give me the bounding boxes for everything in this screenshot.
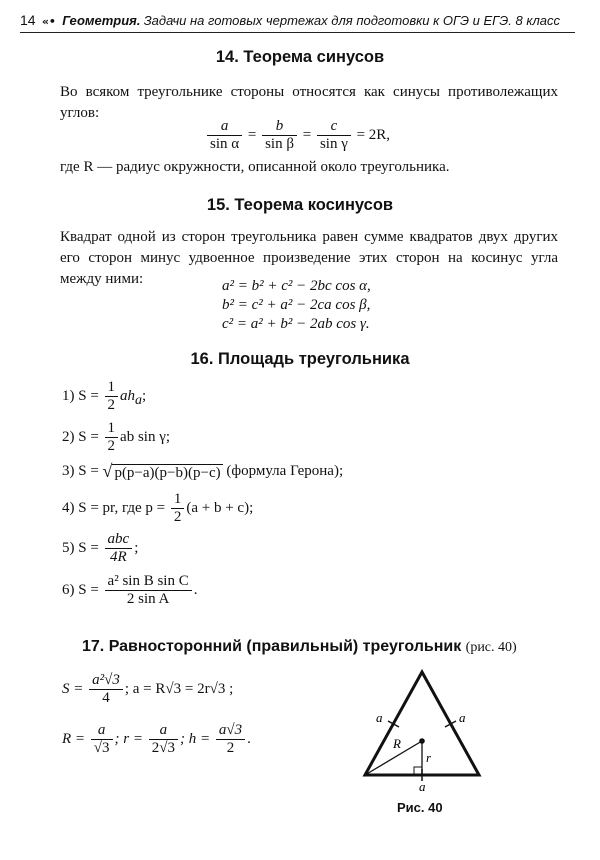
book-title: Геометрия. bbox=[62, 13, 141, 28]
cosine-law-c: c² = a² + b² − 2ab cos γ. bbox=[222, 316, 370, 332]
radicand: p(p−a)(p−b)(p−c) bbox=[114, 465, 221, 481]
frac-den: sin γ bbox=[319, 136, 348, 152]
formula-prefix: 3) S = bbox=[62, 462, 99, 479]
formula-tail: . bbox=[193, 581, 198, 598]
book-subtitle: Задачи на готовых чертежах для подготовки к ОГЭ и ЕГЭ. 8 класс bbox=[143, 13, 561, 28]
frac-num: b bbox=[262, 118, 297, 136]
figure-caption: Рис. 40 bbox=[397, 800, 443, 815]
area-formula-1 bbox=[62, 379, 146, 414]
formula-prefix: R = bbox=[62, 730, 86, 747]
label-circumradius: R bbox=[393, 736, 401, 751]
equilateral-line-2 bbox=[62, 722, 251, 757]
area-formula-3 bbox=[62, 461, 343, 482]
frac-den: 2 sin A bbox=[126, 591, 170, 607]
frac-num: 1 bbox=[171, 491, 185, 509]
area-formula-5 bbox=[62, 531, 138, 566]
sqrt: √ p(p−a)(p−b)(p−c) bbox=[102, 461, 221, 481]
formula-tail: ab sin γ; bbox=[120, 428, 171, 445]
area-formula-6 bbox=[62, 573, 197, 608]
frac-den: 2 bbox=[107, 438, 116, 454]
frac-num: a bbox=[91, 722, 113, 740]
section-15-text: Квадрат одной из сторон треугольника равен сумме квадратов двух других его сторон минус удвоенное произведение этих сторон на косинус угла между ними: bbox=[60, 229, 558, 287]
frac-num: a² sin B sin C bbox=[105, 573, 192, 591]
area-formula-2 bbox=[62, 420, 170, 455]
formula-tail: ; a = R√3 = 2r√3 ; bbox=[124, 680, 234, 697]
cosine-law-a: a² = b² + c² − 2bc cos α, bbox=[222, 278, 371, 294]
frac-den: 2 bbox=[173, 509, 182, 525]
section-17-title bbox=[82, 638, 517, 656]
formula-prefix: 2) S = bbox=[62, 428, 99, 445]
label-side-left: a bbox=[376, 710, 383, 725]
frac-num: a bbox=[207, 118, 242, 136]
label-side-bottom: a bbox=[419, 779, 426, 793]
center-point bbox=[419, 738, 425, 744]
equilateral-triangle-figure bbox=[355, 668, 495, 793]
section-16-title: 16. Площадь треугольника bbox=[190, 350, 410, 368]
formula-end: . bbox=[247, 730, 251, 747]
section-15-title: 15. Теорема косинусов bbox=[206, 196, 394, 214]
frac-num: a bbox=[149, 722, 178, 740]
frac-num: 1 bbox=[105, 420, 119, 438]
frac-num: c bbox=[317, 118, 351, 136]
section-14-text: Во всяком треугольнике стороны относятся как синусы противолежащих углов: bbox=[60, 84, 558, 121]
frac-den: 4 bbox=[102, 690, 110, 706]
frac-num: abc bbox=[105, 531, 133, 549]
running-header bbox=[20, 10, 575, 33]
frac-den: √3 bbox=[93, 740, 110, 756]
equilateral-line-1 bbox=[62, 672, 233, 707]
area-formula-4 bbox=[62, 491, 253, 526]
formula-tail: (a + b + c); bbox=[186, 499, 254, 516]
formula-tail: (формула Герона); bbox=[226, 462, 344, 479]
sine-law-rhs: = 2R, bbox=[356, 126, 391, 143]
section-14-note: где R — радиус окружности, описанной около треугольника. bbox=[60, 159, 450, 175]
frac-den: 2 bbox=[226, 740, 235, 756]
frac-den: 2 bbox=[107, 397, 116, 413]
frac-den: sin α bbox=[210, 136, 240, 152]
formula-tail: ah bbox=[120, 387, 136, 404]
formula-end: ; bbox=[142, 387, 147, 404]
header-mark: «• bbox=[41, 15, 56, 28]
frac-den: 4R bbox=[110, 549, 127, 565]
formula-mid: ; r = bbox=[114, 730, 143, 747]
formula-prefix: 1) S = bbox=[62, 387, 99, 404]
formula-prefix: 6) S = bbox=[62, 581, 99, 598]
cosine-law-b: b² = c² + a² − 2ca cos β, bbox=[222, 297, 371, 313]
figure-reference: (рис. 40) bbox=[465, 640, 517, 655]
label-inradius: r bbox=[426, 750, 432, 765]
formula-prefix: S = bbox=[62, 680, 84, 697]
formula-prefix: 4) S = pr, где p = bbox=[62, 499, 166, 516]
sine-law-formula: $\frac{a}{\text{sin α}}$ = $\frac{b}{\text{sin β}}$ = $\frac{c}{\text{sin γ}}$ = 2R, bbox=[205, 118, 390, 153]
section-14-title: 14. Теорема синусов bbox=[215, 48, 385, 66]
formula-prefix: 5) S = bbox=[62, 539, 99, 556]
frac-num: a√3 bbox=[216, 722, 245, 740]
formula-mid: ; h = bbox=[179, 730, 211, 747]
page-number: 14 bbox=[20, 12, 36, 28]
label-side-right: a bbox=[459, 710, 466, 725]
section-17-title-text: 17. Равносторонний (правильный) треугольник bbox=[82, 638, 462, 655]
frac-den: 2√3 bbox=[151, 740, 175, 756]
frac-num: a²√3 bbox=[89, 672, 123, 690]
frac-num: 1 bbox=[105, 379, 119, 397]
subscript: a bbox=[135, 392, 143, 408]
formula-tail: ; bbox=[134, 539, 139, 556]
frac-den: sin β bbox=[265, 136, 294, 152]
